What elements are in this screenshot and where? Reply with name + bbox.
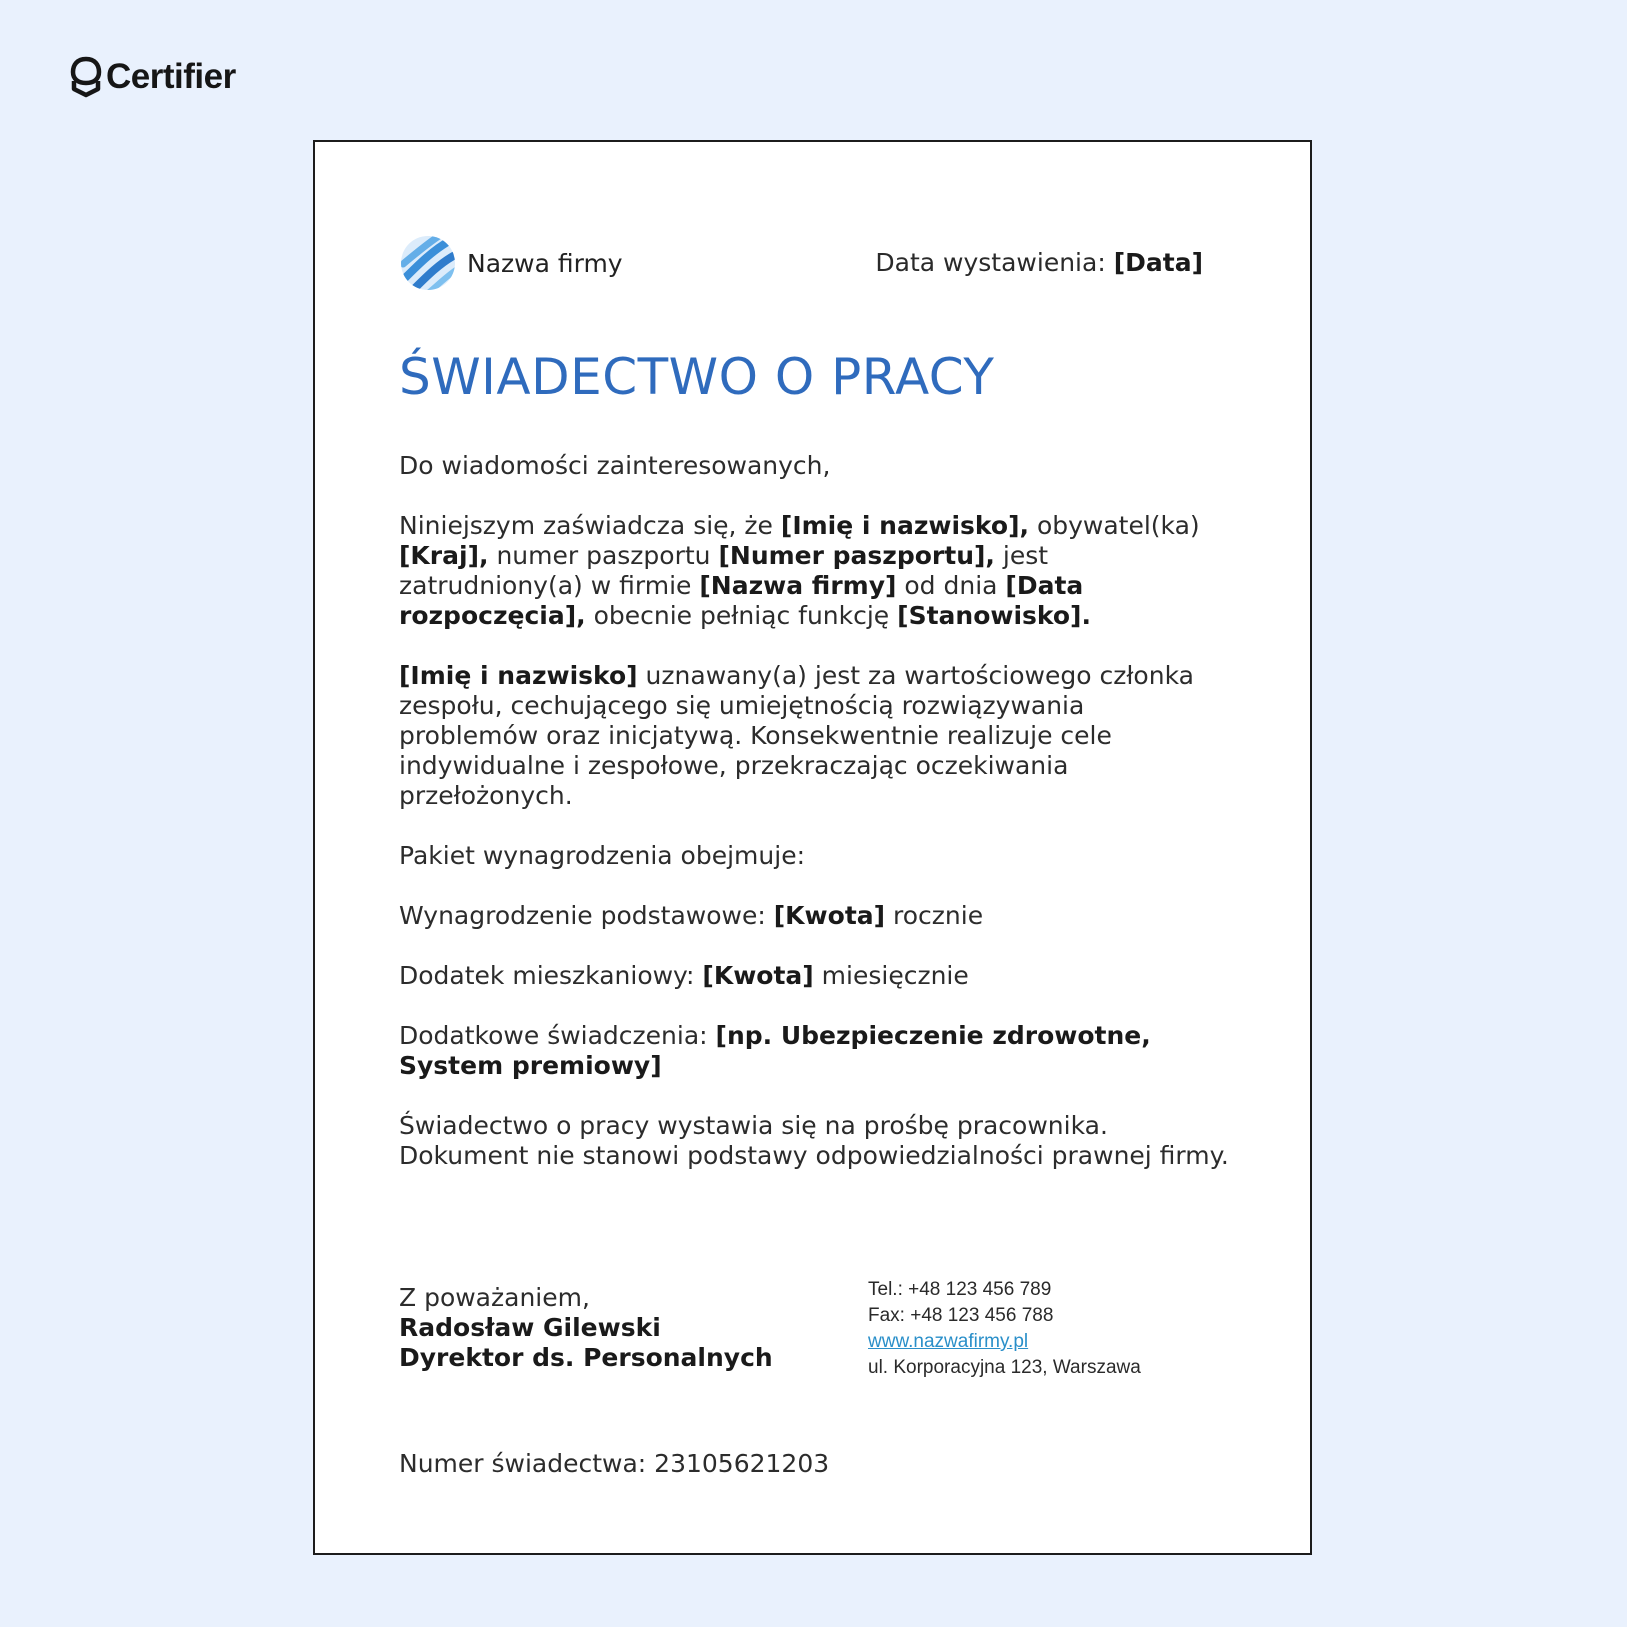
para1-text: jest zatrudniony(a) w firmie: [399, 541, 1049, 600]
issue-date-label: Data wystawienia:: [875, 248, 1106, 277]
employee-name-placeholder: [Imię i nazwisko]: [399, 661, 638, 690]
certifier-wordmark: Certifier: [106, 57, 236, 96]
signature-block: [399, 1283, 773, 1373]
housing-suffix: miesięcznie: [813, 961, 969, 990]
document-body: [399, 451, 1229, 1201]
employee-name-placeholder: [Imię i nazwisko],: [780, 511, 1029, 540]
benefits-placeholder: [np. Ubezpieczenie zdrowotne, System premiowy]: [399, 1021, 1151, 1080]
para1-text: Niniejszym zaświadcza się, że: [399, 511, 781, 540]
contact-website-link[interactable]: www.nazwafirmy.pl: [868, 1331, 1029, 1352]
contact-phone: Tel.: +48 123 456 789: [868, 1279, 1052, 1300]
company-logo: [399, 234, 623, 292]
para1-text: obecnie pełniąc funkcję: [585, 601, 898, 630]
employment-paragraph: [399, 511, 1229, 631]
globe-logo-icon: [399, 234, 457, 292]
benefits-line: [399, 1021, 1229, 1081]
certificate-number: Numer świadectwa: 23105621203: [399, 1449, 830, 1478]
company-name: Nazwa firmy: [467, 248, 623, 278]
position-placeholder: [Stanowisko].: [897, 601, 1091, 630]
greeting: Do wiadomości zainteresowanych,: [399, 451, 831, 480]
issue-date-value: [Data]: [1113, 248, 1203, 277]
start-date-placeholder: [Data rozpoczęcia],: [399, 571, 1084, 630]
package-intro: Pakiet wynagrodzenia obejmuje:: [399, 841, 805, 870]
salary-label: Wynagrodzenie podstawowe:: [399, 901, 774, 930]
housing-line: [399, 961, 1229, 991]
salary-line: [399, 901, 1229, 931]
evaluation-paragraph: [399, 661, 1229, 811]
signer-role: Dyrektor ds. Personalnych: [399, 1343, 773, 1372]
certificate-document: [313, 140, 1312, 1555]
document-title: ŚWIADECTWO O PRACY: [399, 348, 995, 406]
salary-amount-placeholder: [Kwota]: [773, 901, 886, 930]
para1-text: od dnia: [896, 571, 1006, 600]
contact-block: [868, 1277, 1141, 1381]
para2-text: uznawany(a) jest za wartościowego członka zespołu, cechującego się umiejętnością rozwiązywania problemów oraz inicjatywą. Konsekwentnie realizuje cele indywidualne i zespołowe, przekraczając oczekiwania przełożonych.: [399, 661, 1194, 810]
passport-placeholder: [Numer paszportu],: [718, 541, 995, 570]
certifier-brand: [70, 56, 236, 98]
document-header: [399, 234, 1203, 294]
certifier-logo-icon: [70, 56, 102, 98]
signer-name: Radosław Gilewski: [399, 1313, 661, 1342]
closing-paragraph: Świadectwo o pracy wystawia się na prośbę pracownika. Dokument nie stanowi podstawy odpowiedzialności prawnej firmy.: [399, 1111, 1229, 1170]
housing-amount-placeholder: [Kwota]: [702, 961, 814, 990]
benefits-label: Dodatkowe świadczenia:: [399, 1021, 716, 1050]
salary-suffix: rocznie: [885, 901, 984, 930]
contact-address: ul. Korporacyjna 123, Warszawa: [868, 1357, 1141, 1378]
regards: Z poważaniem,: [399, 1283, 590, 1312]
para1-text: numer paszportu: [488, 541, 719, 570]
country-placeholder: [Kraj],: [399, 541, 489, 570]
contact-fax: Fax: +48 123 456 788: [868, 1305, 1054, 1326]
company-placeholder: [Nazwa firmy]: [699, 571, 897, 600]
housing-label: Dodatek mieszkaniowy:: [399, 961, 703, 990]
issue-date: [875, 248, 1203, 277]
para1-text: obywatel(ka): [1029, 511, 1200, 540]
